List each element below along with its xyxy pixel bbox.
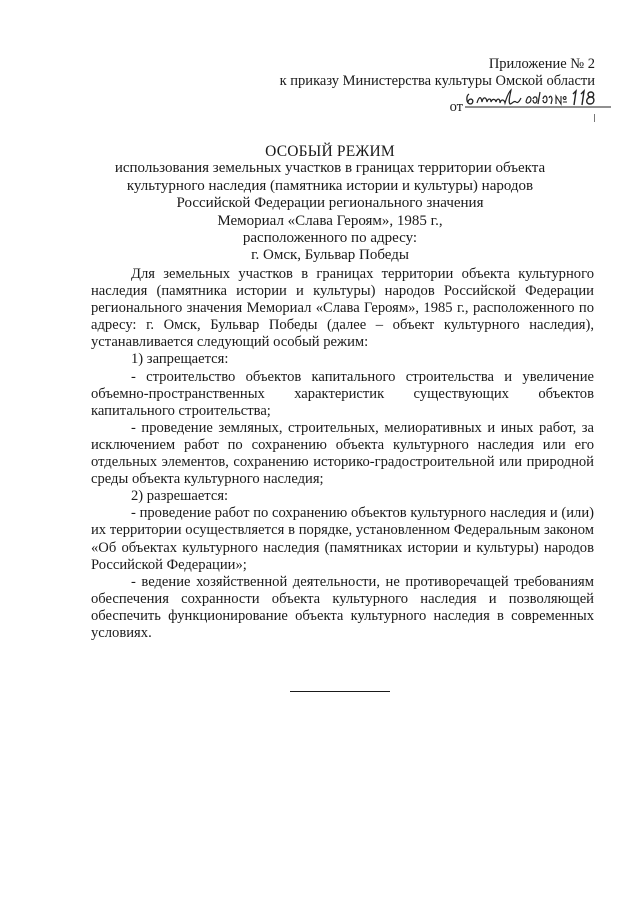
title-line: расположенного по адресу: [242, 230, 418, 247]
section-permitted-heading: 2) разрешается: [131, 488, 229, 505]
appendix-header [280, 56, 595, 90]
title-line: Мемориал «Слава Героям», 1985 г., [217, 212, 443, 229]
title-line: культурного наследия (памятника истории и культуры) народов [126, 177, 534, 194]
title-line: Российской Федерации регионального значения [176, 195, 484, 212]
title-line: использования земельных участков в границах территории объекта [114, 160, 546, 177]
appendix-order-ref: к приказу Министерства культуры Омской области [279, 73, 595, 89]
document-body [91, 266, 594, 642]
prohibited-item: - строительство объектов капитального строительства и увеличение объемно-пространственных характеристик существующих объектов капитального строительства; [91, 368, 594, 419]
section-prohibited-heading: 1) запрещается: [131, 351, 229, 368]
permitted-item: - проведение работ по сохранению объектов культурного наследия и (или) их территории осуществляется в порядке, установленном Федеральным законом «Об объектах культурного наследия (памятниках истории и культуры) народов Российской Федерации»; [91, 505, 594, 573]
intro-paragraph: Для земельных участков в границах территории объекта культурного наследия (памятника истории и культуры) народов Российской Федерации регионального значения Мемориал «Слава Героям», 1985 г., расположенного по адресу: г. Омск, Бульвар Победы (далее – объект культурного наследия), устанавливается следующий особый режим: [91, 266, 594, 351]
document-title-block [60, 143, 600, 265]
scan-mark [594, 114, 595, 122]
order-date-row [449, 86, 613, 115]
appendix-number: Приложение № 2 [488, 56, 595, 72]
prohibited-item: - проведение земляных, строительных, мелиоративных и иных работ, за исключением работ по сохранению объекта культурного наследия или его отдельных элементов, сохранению историко-градостроительной или природной среды объекта культурного наследия; [91, 419, 594, 488]
end-divider-line [290, 691, 390, 692]
date-prefix: от [449, 99, 463, 115]
document-heading: ОСОБЫЙ РЕЖИМ [265, 143, 395, 160]
title-line: г. Омск, Бульвар Победы [251, 247, 409, 264]
handwritten-date-signature [463, 86, 613, 110]
permitted-item: - ведение хозяйственной деятельности, не противоречащей требованиям обеспечения сохранности объекта культурного наследия и позволяющей обеспечить функционирование объекта культурного наследия в современных условиях. [91, 573, 594, 641]
